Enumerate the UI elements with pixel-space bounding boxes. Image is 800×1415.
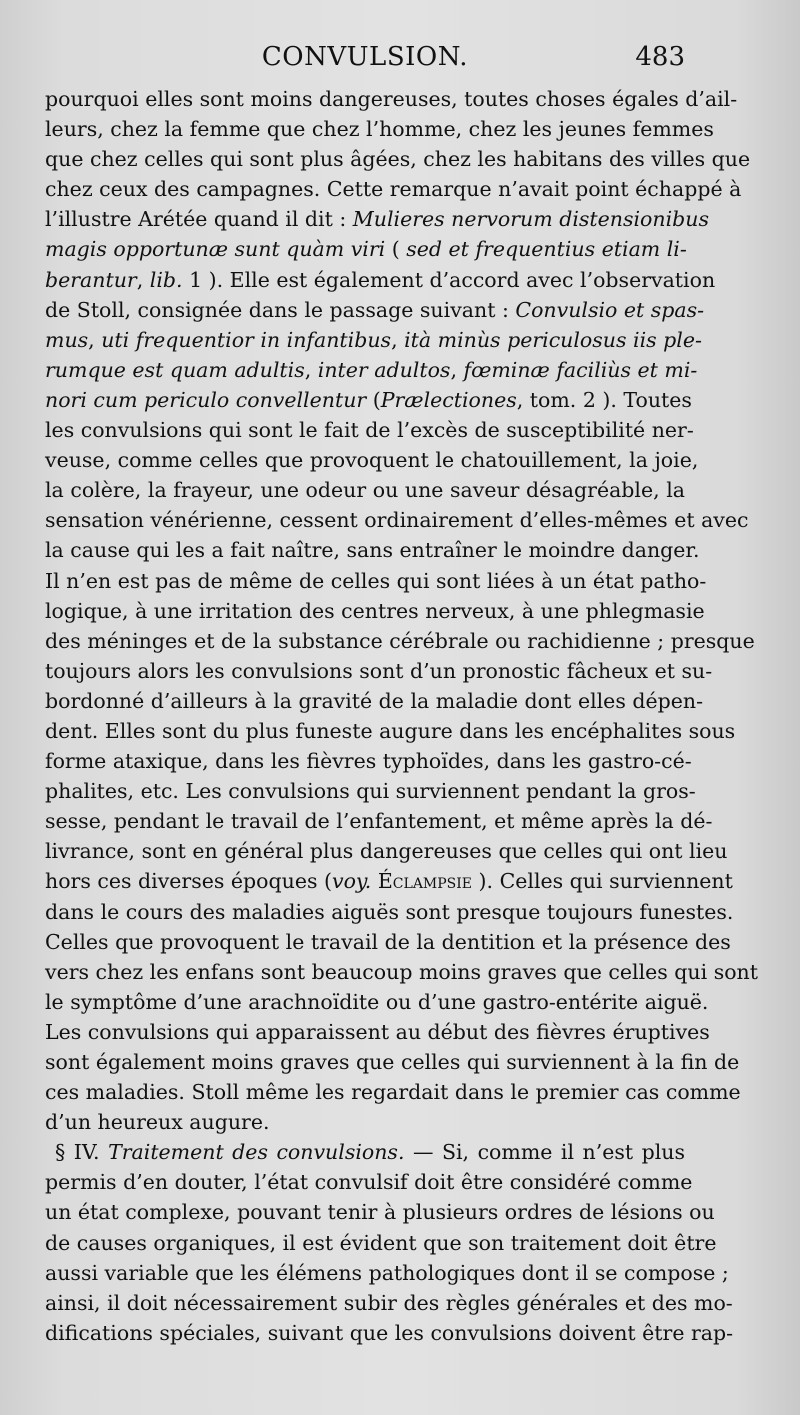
text-line — [45, 1197, 715, 1227]
text-line — [45, 1167, 693, 1197]
text-run: toujours alors les convulsions sont d’un pronostic fâcheux et su- — [45, 658, 713, 683]
italic-text: Mulieres nervorum distensionibus — [352, 207, 709, 232]
text-run: Éclampsie — [377, 869, 473, 894]
text-run: d’un heureux augure. — [45, 1110, 270, 1135]
text-line — [45, 1047, 740, 1077]
text-run: , — [450, 357, 464, 382]
text-line — [45, 1258, 729, 1288]
text-run: ainsi, il doit nécessairement subir des règles générales et des mo- — [45, 1290, 733, 1315]
text-line — [45, 355, 698, 385]
text-line — [45, 596, 705, 626]
text-run: la colère, la frayeur, une odeur ou une saveur désagréable, la — [45, 478, 685, 503]
text-run: pourquoi elles sont moins dangereuses, toutes choses égales d’ail- — [45, 87, 738, 111]
text-run: § IV. — [55, 1140, 109, 1165]
text-line — [45, 626, 755, 656]
text-line — [45, 1137, 685, 1167]
text-run: chez ceux des campagnes. Cette remarque n’avait point échappé à — [45, 177, 742, 202]
text-run: de causes organiques, il est évident que son traitement doit être — [45, 1230, 717, 1255]
text-run: phalites, etc. Les convulsions qui surviennent pendant la gros- — [45, 779, 696, 804]
text-run: Les convulsions qui apparaissent au début des fièvres éruptives — [45, 1019, 710, 1044]
text-line — [45, 566, 707, 596]
text-run: que chez celles qui sont plus âgées, chez les habitans des villes que — [45, 147, 751, 172]
text-run: leurs, chez la femme que chez l’homme, chez les jeunes femmes — [45, 117, 714, 142]
text-run: bordonné d’ailleurs à la gravité de la maladie dont elles dépen- — [45, 688, 703, 713]
italic-text: fœminæ faciliùs et mi- — [463, 357, 698, 382]
text-line — [45, 746, 692, 776]
italic-text: voy. — [332, 869, 372, 894]
text-run: ces maladies. Stoll même les regardait dans le premier cas comme — [45, 1080, 741, 1105]
text-run: 1 ). Elle est également d’accord avec l’observation — [182, 267, 716, 292]
text-run: ( — [366, 387, 381, 412]
text-line — [45, 957, 758, 987]
italic-text: inter adultos — [317, 357, 451, 382]
text-line — [45, 505, 749, 535]
text-run: , — [88, 327, 102, 352]
text-line — [45, 295, 705, 325]
text-line — [45, 927, 731, 957]
text-line — [45, 84, 738, 114]
text-run: un état complexe, pouvant tenir à plusieurs ordres de lésions ou — [45, 1200, 715, 1225]
text-run: dent. Elles sont du plus funeste augure dans les encéphalites sous — [45, 718, 736, 743]
text-run: Il n’en est pas de même de celles qui sont liées à un état patho- — [45, 568, 707, 593]
text-run: , — [136, 267, 150, 292]
text-line — [45, 776, 696, 806]
text-run: , tom. 2 ). Toutes — [516, 387, 692, 412]
text-line — [45, 1017, 710, 1047]
text-run: veuse, comme celles que provoquent le chatouillement, la joie, — [45, 448, 699, 473]
italic-text: Prælectiones — [380, 387, 517, 412]
text-run: logique, à une irritation des centres nerveux, à une phlegmasie — [45, 598, 705, 623]
text-line — [45, 1107, 685, 1137]
italic-text: lib. — [149, 267, 183, 292]
text-line — [45, 987, 709, 1017]
italic-text: rumque est quam adultis — [45, 357, 305, 382]
text-line — [45, 836, 728, 866]
text-line — [45, 1318, 734, 1348]
text-line — [45, 716, 736, 746]
text-line — [45, 204, 709, 234]
text-run: livrance, sont en général plus dangereuses que celles qui ont lieu — [45, 839, 728, 864]
text-run: permis d’en douter, l’état convulsif doit être considéré comme — [45, 1170, 693, 1195]
running-head — [45, 42, 685, 82]
text-run: aussi variable que les élémens pathologiques dont il se compose ; — [45, 1260, 729, 1285]
text-line — [45, 415, 694, 445]
text-run: — Si, comme il n’est plus — [404, 1140, 685, 1165]
text-line — [45, 475, 685, 505]
text-line — [45, 114, 714, 144]
text-run: , — [391, 327, 405, 352]
text-run: vers chez les enfans sont beaucoup moins graves que celles qui sont — [45, 959, 758, 984]
italic-text: sed et frequentius etiam li- — [406, 237, 687, 262]
text-line — [45, 144, 751, 174]
text-line — [45, 265, 716, 295]
text-line — [45, 1288, 733, 1318]
running-title: CONVULSION. — [261, 42, 469, 72]
text-run: l’illustre Arétée quand il dit : — [45, 207, 353, 232]
text-line — [45, 656, 713, 686]
text-line — [45, 1077, 741, 1107]
text-line — [45, 866, 733, 896]
body-text — [45, 84, 758, 1348]
text-run: sesse, pendant le travail de l’enfantement, et même après la dé- — [45, 809, 713, 834]
text-run: , — [304, 357, 318, 382]
text-line — [45, 535, 700, 565]
text-run: Celles que provoquent le travail de la dentition et la présence des — [45, 929, 731, 954]
italic-text: ità minùs periculosus iis ple- — [404, 327, 702, 352]
text-run: forme ataxique, dans les fièvres typhoïdes, dans les gastro-cé- — [45, 749, 692, 774]
italic-text: nori cum periculo convellentur — [45, 387, 367, 412]
text-run: ( — [385, 237, 407, 262]
text-line — [45, 686, 703, 716]
text-line — [45, 1228, 717, 1258]
text-run: la cause qui les a fait naître, sans entraîner le moindre danger. — [45, 538, 700, 563]
text-line — [45, 445, 699, 475]
italic-text: magis opportunæ sunt quàm viri — [45, 237, 386, 262]
italic-text: uti frequentior in infantibus — [101, 327, 392, 352]
text-run: le symptôme d’une arachnoïdite ou d’une gastro-entérite aiguë. — [45, 989, 709, 1014]
text-run: des méninges et de la substance cérébrale ou rachidienne ; presque — [45, 628, 755, 653]
text-run: les convulsions qui sont le fait de l’excès de susceptibilité ner- — [45, 418, 694, 443]
italic-text: berantur — [45, 267, 137, 292]
page-number: 483 — [635, 42, 685, 72]
text-line — [45, 806, 713, 836]
text-run: dans le cours des maladies aiguës sont presque toujours funestes. — [45, 899, 734, 924]
text-run: ). Celles qui surviennent — [472, 869, 733, 894]
italic-text: mus — [45, 327, 89, 352]
text-run: hors ces diverses époques ( — [45, 869, 332, 894]
text-line — [45, 174, 742, 204]
text-line — [45, 385, 692, 415]
text-line — [45, 897, 734, 927]
text-run: sont également moins graves que celles qui surviennent à la fin de — [45, 1050, 740, 1074]
text-run: difications spéciales, suivant que les convulsions doivent être rap- — [45, 1320, 734, 1345]
text-run: sensation vénérienne, cessent ordinairement d’elles-mêmes et avec — [45, 508, 749, 533]
text-line — [45, 234, 685, 264]
italic-text: Convulsio et spas- — [515, 297, 705, 322]
text-run: de Stoll, consignée dans le passage suivant : — [45, 297, 516, 322]
text-line — [45, 325, 702, 355]
italic-text: Traitement des convulsions. — [108, 1140, 405, 1165]
